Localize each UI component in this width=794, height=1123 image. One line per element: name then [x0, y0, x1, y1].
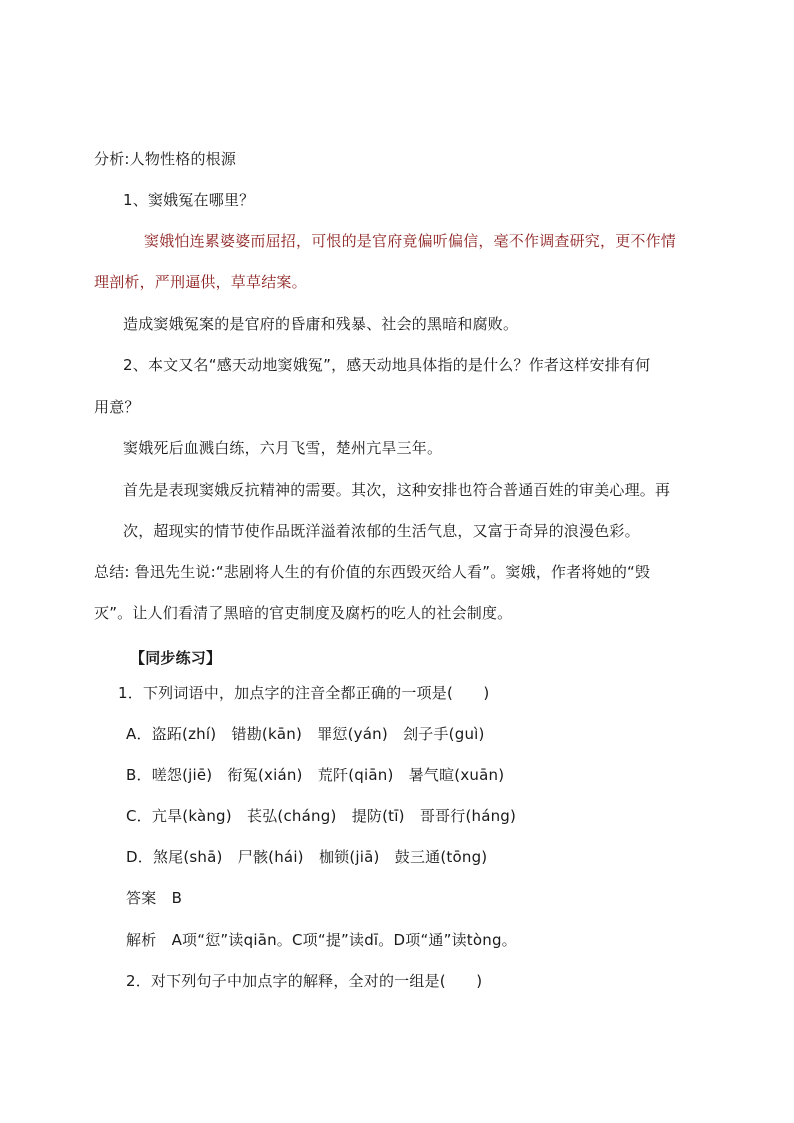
exercise-1-option-b: B．嗟怨(jiē) 衔冤(xián) 荒阡(qiān) 暑气暄(xuān) [126, 766, 505, 784]
summary-line-2: 灭”。让人们看清了黑暗的官吏制度及腐朽的吃人的社会制度。 [94, 604, 513, 622]
exercise-1-option-d: D．煞尾(shā) 尸骸(hái) 枷锁(jiā) 鼓三通(tōng) [126, 848, 488, 866]
exercise-1-option-a: A．盗跖(zhí) 错勘(kān) 罪愆(yán) 刽子手(guì) [126, 725, 485, 743]
section-heading-analysis: 分析:人物性格的根源 [94, 150, 237, 168]
answer-1-conclusion: 造成窦娥冤案的是官府的昏庸和残暴、社会的黑暗和腐败。 [123, 315, 519, 333]
answer-1-line-1: 窦娥怕连累婆婆而屈招，可恨的是官府竟偏听偏信，毫不作调查研究，更不作情 [144, 232, 677, 250]
question-2-line-2: 用意？ [94, 398, 140, 416]
question-2-line-1: 2、本文又名“感天动地窦娥冤”，感天动地具体指的是什么？作者这样安排有何 [123, 356, 651, 374]
exercise-1-answer: 答案 B [126, 889, 183, 907]
answer-2-line-2: 首先是表现窦娥反抗精神的需要。其次，这种安排也符合普通百姓的审美心理。再 [123, 481, 671, 499]
answer-2-line-3: 次，超现实的情节使作品既洋溢着浓郁的生活气息，又富于奇异的浪漫色彩。 [123, 522, 640, 540]
exercise-1-explanation: 解析 A项“愆”读qiān。C项“提”读dī。D项“通”读tòng。 [126, 931, 517, 949]
answer-2-line-1: 窦娥死后血溅白练，六月飞雪，楚州亢旱三年。 [123, 439, 443, 457]
question-1-heading: 1、窦娥冤在哪里？ [123, 191, 255, 209]
answer-1-line-2: 理剖析，严刑逼供，草草结案。 [94, 273, 307, 291]
exercise-1-option-c: C．亢旱(kàng) 苌弘(cháng) 提防(tī) 哥哥行(háng) [126, 807, 517, 825]
summary-line-1: 总结: 鲁迅先生说:“悲剧将人生的有价值的东西毁灭给人看”。窦娥，作者将她的“毁 [94, 563, 651, 581]
exercise-1-question: 1．下列词语中，加点字的注音全都正确的一项是( ) [118, 684, 490, 702]
exercise-2-question: 2．对下列句子中加点字的解释，全对的一组是( ) [126, 972, 483, 990]
exercise-section-heading: 【同步练习】 [130, 649, 222, 667]
